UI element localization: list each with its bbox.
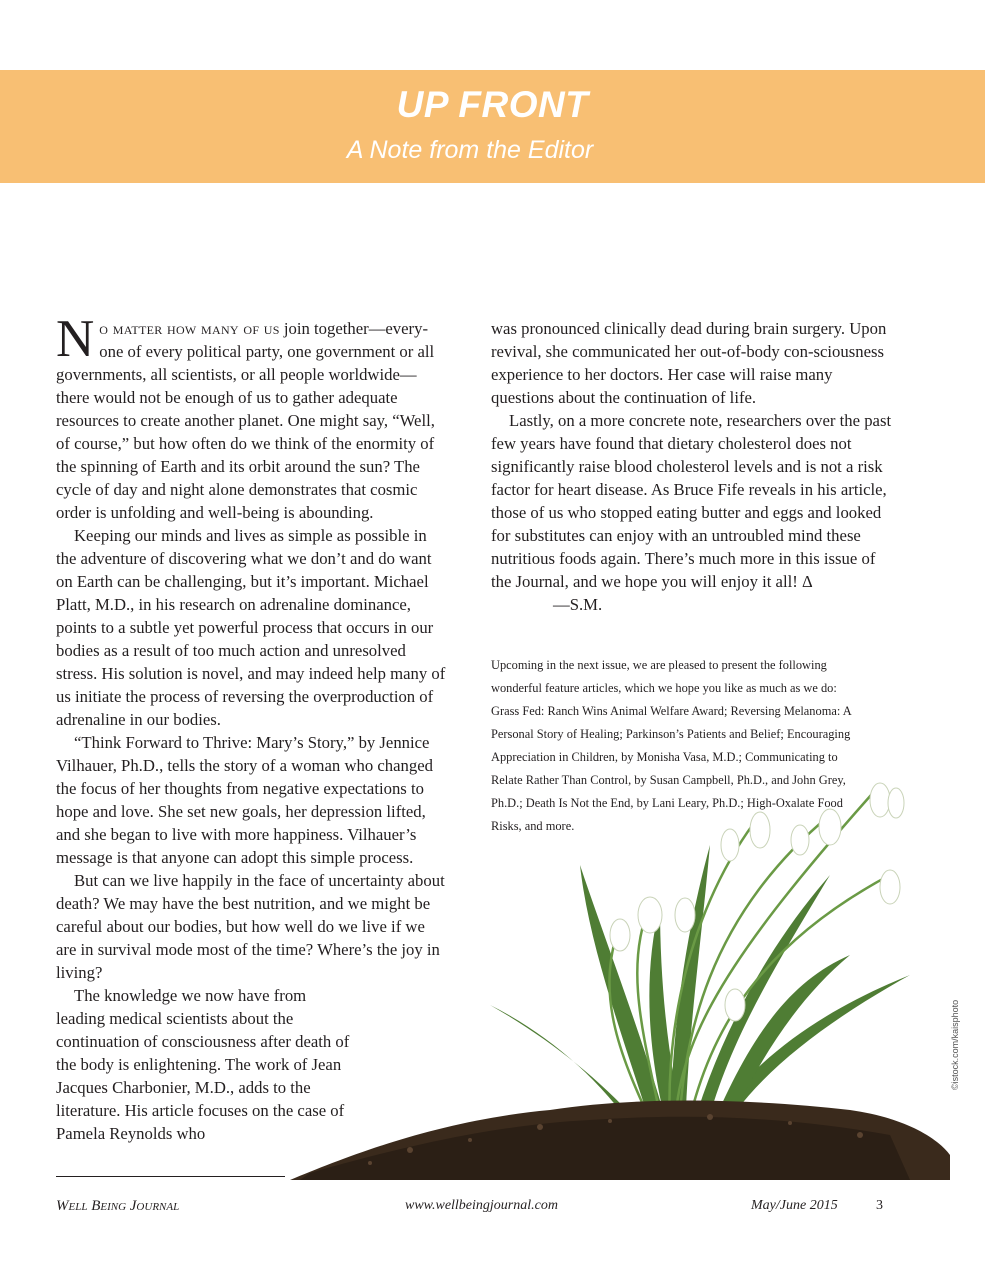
lead-in: o matter how many of us xyxy=(99,319,280,338)
section-title: UP FRONT xyxy=(396,84,589,125)
paragraph: was pronounced clinically dead during brain surgery. Upon revival, she communicated her out-of-body con-sciousness experience to her doctors. Her case will raise many questions about the continuation of life. xyxy=(491,319,887,407)
footer-issue-date: May/June 2015 xyxy=(751,1198,838,1213)
footer-url[interactable]: www.wellbeingjournal.com xyxy=(405,1198,558,1213)
paragraph: Keeping our minds and lives as simple as possible in the adventure of discovering what we don’t and do want on Earth can be challenging, but it’s important. Michael Platt, M.D., in his research on adrenaline dominance, points to a subtle yet powerful process that occurs in our bodies as a result of too much action and unresolved stress. His solution is novel, and may indeed help many of us initiate the process of reversing the overproduction of adrenaline in our bodies. xyxy=(56,526,446,729)
footer-journal-name: Well Being Journal xyxy=(56,1198,180,1214)
upcoming-text: Upcoming in the next issue, we are pleased to present the following wonderful feature articles, which we hope you like as much as we do: Grass Fed: Ranch Wins Animal Welfare Award; Reversing Melanoma: A Personal Story of Healing; Parkinson’s Patients and Belief; Encouraging Appreciation in Children, by Monisha Vasa, M.D.; Communicating to Relate Rather Than Control, by Susan Campbell, Ph.D., and John Grey, Ph.D.; Death Is Not the End, by Lani Leary, Ph.D.; High-Oxalate Food Risks, and more. xyxy=(491,658,851,833)
signature: —S.M. xyxy=(553,595,603,614)
drop-cap: N xyxy=(56,310,95,368)
paragraph xyxy=(56,310,448,524)
soil-mound xyxy=(290,1101,950,1180)
article-column-right xyxy=(491,317,893,616)
paragraph: “Think Forward to Thrive: Mary’s Story,” by Jennice Vilhauer, Ph.D., tells the story of a woman who changed the focus of her thoughts from negative expectations to hope and love. She set new goals, her depression lifted, and she began to live with more happiness. Vilhauer’s message is that anyone can adopt this simple process. xyxy=(56,733,433,867)
photo-credit: ©istock.com/kaisphoto xyxy=(950,999,960,1090)
paragraph: Lastly, on a more concrete note, researchers over the past few years have found that dietary cholesterol does not significantly raise blood cholesterol levels and is not a risk factor for heart disease. As Bruce Fife reveals in his article, those of us who stopped eating butter and eggs and looked for substitutes can enjoy with an untroubled mind these nutritious foods again. There’s much more in this issue of the Journal, and we hope you will enjoy it all! Δ xyxy=(491,411,892,591)
header-banner xyxy=(0,70,985,183)
paragraph: But can we live happily in the face of uncertainty about death? We may have the best nutrition, and we might be careful about our bodies, but how well do we live if we are in survival mode most of the time? Where’s the joy in living? xyxy=(56,871,445,982)
upcoming-issue-note xyxy=(491,654,871,838)
paragraph-text: join together—every-one of every political party, one government or all governments, all scientists, or all people worldwide—there would not be enough of us to gather adequate resources to create another planet. One might say, “Well, of course,” but how often do we think of the enormity of the spinning of Earth and its orbit around the sun? The cycle of day and night alone demonstrates that cosmic order is unfolding and well-being is abounding. xyxy=(56,319,435,522)
section-subtitle: A Note from the Editor xyxy=(346,136,594,164)
page-number: 3 xyxy=(876,1198,883,1213)
paragraph: The knowledge we now have from leading medical scientists about the continuation of consciousness after death of the body is enlightening. The work of Jean Jacques Charbonier, M.D., adds to the literature. His article focuses on the case of Pamela Reynolds who xyxy=(56,986,350,1143)
footer-rule xyxy=(56,1176,285,1177)
